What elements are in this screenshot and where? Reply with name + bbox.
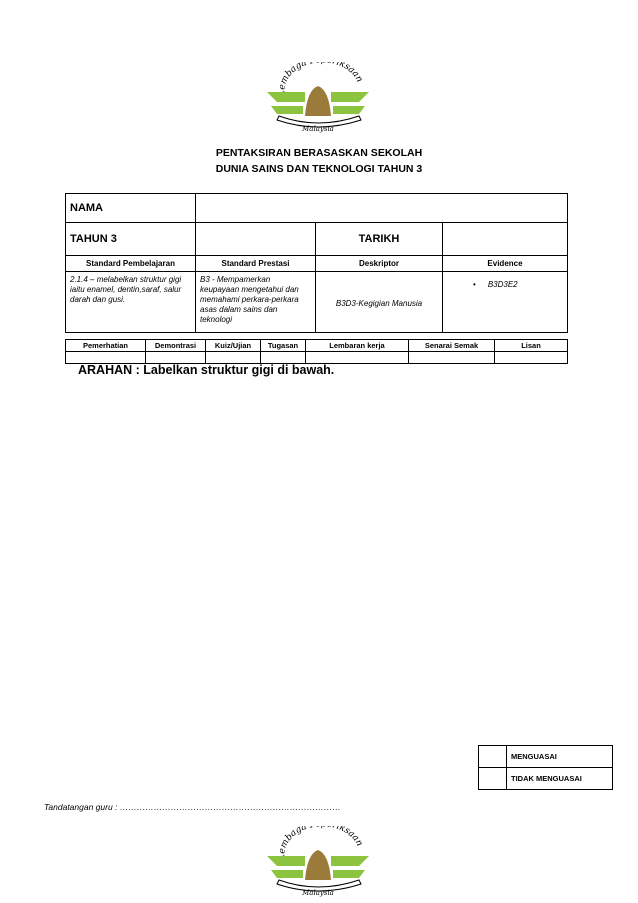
lp-logo-emblem	[263, 826, 373, 898]
col-standard-pembelajaran: Standard Pembelajaran	[66, 256, 196, 272]
col-deskriptor: Deskriptor	[316, 256, 443, 272]
method-pemerhatian: Pemerhatian	[66, 340, 146, 352]
method-senarai-semak: Senarai Semak	[409, 340, 495, 352]
method-check-cell[interactable]	[409, 352, 495, 364]
method-check-cell[interactable]	[66, 352, 146, 364]
menguasai-checkbox-cell[interactable]	[479, 746, 507, 768]
method-check-cell[interactable]	[495, 352, 568, 364]
document-heading-line1: PENTAKSIRAN BERASASKAN SEKOLAH	[215, 147, 423, 159]
menguasai-label: MENGUASAI	[507, 746, 613, 768]
tarikh-field[interactable]	[443, 223, 568, 256]
method-lembaran-kerja: Lembaran kerja	[306, 340, 409, 352]
col-standard-prestasi: Standard Prestasi	[196, 256, 316, 272]
logo-arc-text: embaga iksaan	[277, 826, 365, 855]
instruction-text: ARAHAN : Labelkan struktur gigi di bawah.	[78, 363, 335, 377]
method-tugasan: Tugasan	[261, 340, 306, 352]
lp-logo-emblem	[263, 62, 373, 134]
tidak-menguasai-label: TIDAK MENGUASAI	[507, 768, 613, 790]
cell-evidence	[443, 272, 568, 333]
col-evidence: Evidence	[443, 256, 568, 272]
tahun-label: TAHUN 3	[66, 223, 196, 256]
student-info-table	[65, 193, 568, 333]
logo-country-text: Malaysia	[302, 889, 334, 897]
method-check-cell[interactable]	[146, 352, 206, 364]
lp-logo-bottom	[263, 826, 373, 898]
nama-label: NAMA	[66, 194, 196, 223]
method-check-cell[interactable]	[306, 352, 409, 364]
mastery-table	[478, 745, 613, 790]
nama-field[interactable]	[196, 194, 568, 223]
method-kuiz-ujian: Kuiz/Ujian	[206, 340, 261, 352]
cell-deskriptor: B3D3-Kegigian Manusia	[316, 272, 443, 333]
method-demontrasi: Demontrasi	[146, 340, 206, 352]
cell-standard-pembelajaran: 2.1.4 – melabelkan struktur gigi iaitu enamel, dentin,saraf, salur darah dan gusi.	[66, 272, 196, 333]
evidence-value: B3D3E2	[487, 280, 518, 289]
tahun-field[interactable]	[196, 223, 316, 256]
lp-logo-top	[263, 62, 373, 134]
evidence-bullet	[473, 280, 488, 289]
tarikh-label: TARIKH	[316, 223, 443, 256]
cell-standard-prestasi: B3 - Mempamerkan keupayaan mengetahui dan memahami perkara-perkara asas dalam sains dan teknologi	[196, 272, 316, 333]
logo-arc-text: embaga iksaan	[277, 62, 365, 91]
document-heading-line2: DUNIA SAINS DAN TEKNOLOGI TAHUN 3	[215, 163, 423, 175]
assessment-method-table	[65, 339, 568, 364]
logo-country-text: Malaysia	[302, 125, 334, 133]
method-check-cell[interactable]	[261, 352, 306, 364]
teacher-signature-line: Tandatangan guru : ……………………………………………………………………	[44, 802, 341, 812]
method-check-cell[interactable]	[206, 352, 261, 364]
tidak-menguasai-checkbox-cell[interactable]	[479, 768, 507, 790]
method-lisan: Lisan	[495, 340, 568, 352]
